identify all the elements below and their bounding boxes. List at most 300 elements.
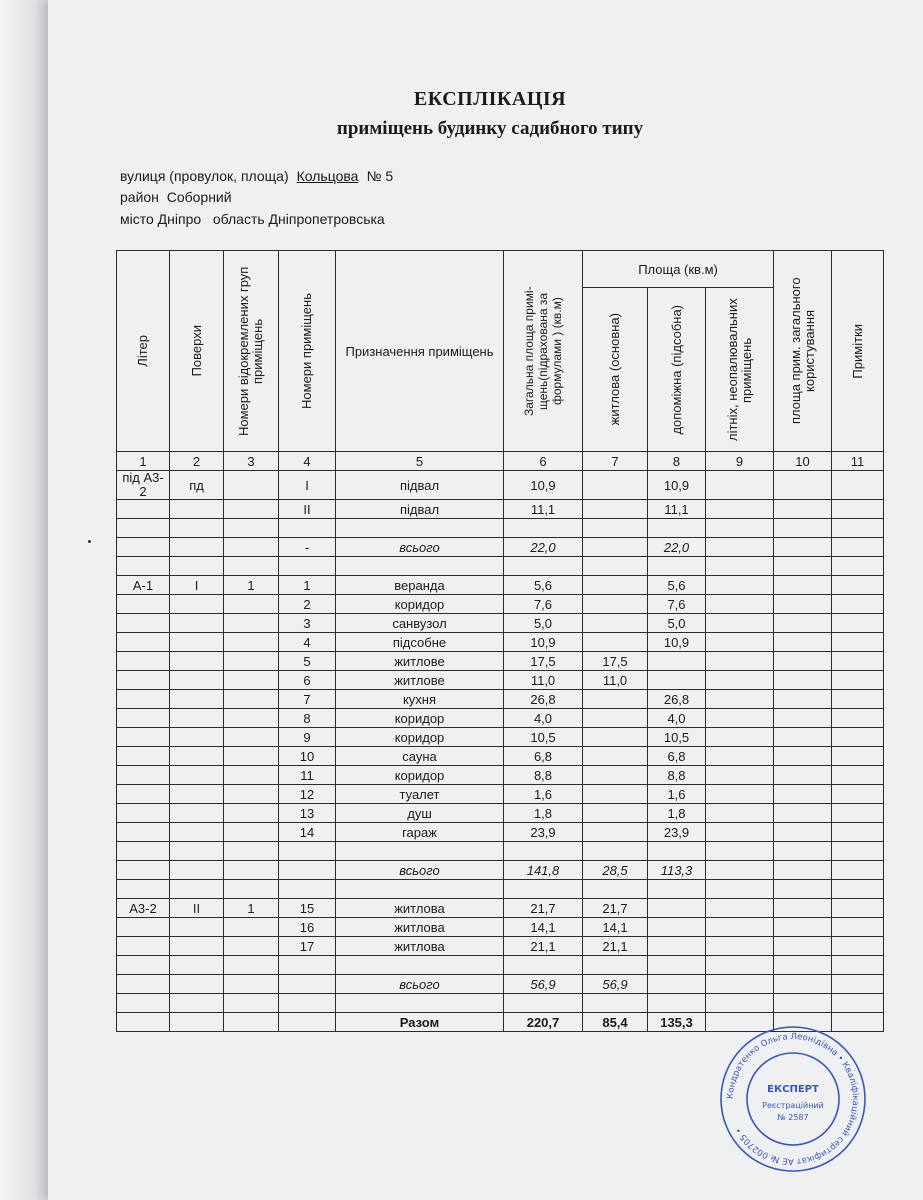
cell-floor xyxy=(170,956,224,975)
cell-liter xyxy=(117,747,170,766)
cell-aux xyxy=(648,842,706,861)
cell-total: 220,7 xyxy=(504,1013,583,1032)
cell-aux xyxy=(648,519,706,538)
cell-total: 14,1 xyxy=(504,918,583,937)
cell-num: 5 xyxy=(279,652,336,671)
cell-floor xyxy=(170,709,224,728)
cell-liter xyxy=(117,595,170,614)
table-row xyxy=(117,804,884,823)
cell-num xyxy=(279,557,336,576)
cell-floor xyxy=(170,823,224,842)
header-groups: Номери відокремлених груп приміщень xyxy=(224,251,279,452)
cell-group xyxy=(224,709,279,728)
cell-num xyxy=(279,975,336,994)
cell-liter xyxy=(117,538,170,557)
cell-num: 16 xyxy=(279,918,336,937)
cell-total xyxy=(504,880,583,899)
cell-num: II xyxy=(279,500,336,519)
cell-total: 22,0 xyxy=(504,538,583,557)
header-floors: Поверхи xyxy=(170,251,224,452)
cell-total: 6,8 xyxy=(504,747,583,766)
cell-aux xyxy=(648,918,706,937)
cell-aux: 5,6 xyxy=(648,576,706,595)
street-label: вулиця (провулок, площа) xyxy=(120,168,289,184)
cell-living xyxy=(583,747,648,766)
header-living: житлова (основна) xyxy=(583,288,648,452)
cell-group xyxy=(224,500,279,519)
cell-liter xyxy=(117,671,170,690)
cell-total: 7,6 xyxy=(504,595,583,614)
header-liter: Літер xyxy=(117,251,170,452)
cell-note xyxy=(832,614,884,633)
cell-aux xyxy=(648,994,706,1013)
cell-floor xyxy=(170,804,224,823)
cell-liter xyxy=(117,652,170,671)
cell-purpose: коридор xyxy=(336,595,504,614)
cell-common xyxy=(774,994,832,1013)
cell-group xyxy=(224,747,279,766)
cell-common xyxy=(774,576,832,595)
cell-num: 8 xyxy=(279,709,336,728)
cell-group xyxy=(224,471,279,500)
cell-aux: 11,1 xyxy=(648,500,706,519)
cell-total: 5,0 xyxy=(504,614,583,633)
table-row xyxy=(117,994,884,1013)
cell-note xyxy=(832,861,884,880)
cell-group xyxy=(224,975,279,994)
cell-summer xyxy=(706,785,774,804)
cell-summer xyxy=(706,956,774,975)
cell-floor xyxy=(170,994,224,1013)
table-row xyxy=(117,956,884,975)
cell-purpose: санвузол xyxy=(336,614,504,633)
stamp-sub: Реєстраційний xyxy=(762,1101,824,1110)
cell-note xyxy=(832,690,884,709)
cell-summer xyxy=(706,471,774,500)
col-num: 3 xyxy=(224,452,279,471)
table-row xyxy=(117,500,884,519)
cell-living xyxy=(583,804,648,823)
cell-liter xyxy=(117,519,170,538)
cell-common xyxy=(774,823,832,842)
cell-living xyxy=(583,538,648,557)
table-row xyxy=(117,766,884,785)
cell-aux xyxy=(648,671,706,690)
cell-floor xyxy=(170,937,224,956)
cell-total: 26,8 xyxy=(504,690,583,709)
cell-total: 17,5 xyxy=(504,652,583,671)
cell-floor: пд xyxy=(170,471,224,500)
table-row xyxy=(117,471,884,500)
cell-total xyxy=(504,557,583,576)
cell-total: 21,7 xyxy=(504,899,583,918)
cell-purpose xyxy=(336,842,504,861)
cell-living xyxy=(583,785,648,804)
cell-floor xyxy=(170,557,224,576)
cell-summer xyxy=(706,690,774,709)
cell-total: 11,0 xyxy=(504,671,583,690)
table-row xyxy=(117,595,884,614)
scan-speck xyxy=(88,540,91,543)
cell-liter xyxy=(117,918,170,937)
cell-group xyxy=(224,614,279,633)
city-label: місто Дніпро xyxy=(120,211,202,227)
cell-common xyxy=(774,918,832,937)
cell-common xyxy=(774,652,832,671)
cell-floor xyxy=(170,671,224,690)
cell-summer xyxy=(706,937,774,956)
cell-aux: 1,6 xyxy=(648,785,706,804)
cell-liter xyxy=(117,728,170,747)
cell-note xyxy=(832,804,884,823)
cell-aux: 1,8 xyxy=(648,804,706,823)
cell-summer xyxy=(706,747,774,766)
cell-num: 7 xyxy=(279,690,336,709)
cell-purpose xyxy=(336,519,504,538)
cell-group xyxy=(224,557,279,576)
cell-summer xyxy=(706,538,774,557)
cell-group xyxy=(224,595,279,614)
header-total-area: Загальна площа примі-щень(підрахована за формулами ) (кв.м) xyxy=(504,251,583,452)
cell-summer xyxy=(706,614,774,633)
cell-purpose: гараж xyxy=(336,823,504,842)
table-row xyxy=(117,899,884,918)
cell-summer xyxy=(706,728,774,747)
cell-group xyxy=(224,766,279,785)
cell-common xyxy=(774,975,832,994)
cell-group xyxy=(224,918,279,937)
table-row xyxy=(117,614,884,633)
cell-purpose: сауна xyxy=(336,747,504,766)
col-num: 9 xyxy=(706,452,774,471)
document-subtitle: приміщень будинку садибного типу xyxy=(336,118,644,139)
cell-liter xyxy=(117,690,170,709)
cell-common xyxy=(774,766,832,785)
cell-total xyxy=(504,842,583,861)
cell-note xyxy=(832,785,884,804)
district-label: район xyxy=(120,189,159,205)
cell-note xyxy=(832,519,884,538)
cell-purpose xyxy=(336,994,504,1013)
cell-note xyxy=(832,538,884,557)
header-notes: Примітки xyxy=(832,251,884,452)
cell-num: 17 xyxy=(279,937,336,956)
cell-liter xyxy=(117,823,170,842)
cell-summer xyxy=(706,861,774,880)
table-row xyxy=(117,519,884,538)
cell-aux: 26,8 xyxy=(648,690,706,709)
cell-num: 1 xyxy=(279,576,336,595)
cell-total: 21,1 xyxy=(504,937,583,956)
cell-total: 8,8 xyxy=(504,766,583,785)
cell-note xyxy=(832,747,884,766)
cell-common xyxy=(774,690,832,709)
cell-group xyxy=(224,538,279,557)
cell-num: 13 xyxy=(279,804,336,823)
cell-summer xyxy=(706,557,774,576)
cell-purpose: коридор xyxy=(336,766,504,785)
cell-summer xyxy=(706,652,774,671)
cell-num: 14 xyxy=(279,823,336,842)
col-num: 1 xyxy=(117,452,170,471)
cell-common xyxy=(774,842,832,861)
cell-purpose: всього xyxy=(336,975,504,994)
cell-living xyxy=(583,956,648,975)
cell-group xyxy=(224,994,279,1013)
cell-note xyxy=(832,823,884,842)
cell-living xyxy=(583,766,648,785)
cell-num xyxy=(279,861,336,880)
cell-note xyxy=(832,671,884,690)
cell-group xyxy=(224,956,279,975)
cell-group xyxy=(224,652,279,671)
cell-group xyxy=(224,804,279,823)
cell-purpose: Разом xyxy=(336,1013,504,1032)
cell-summer xyxy=(706,880,774,899)
table-row xyxy=(117,728,884,747)
cell-floor xyxy=(170,728,224,747)
cell-common xyxy=(774,728,832,747)
cell-common xyxy=(774,747,832,766)
cell-liter xyxy=(117,804,170,823)
cell-note xyxy=(832,899,884,918)
cell-living xyxy=(583,994,648,1013)
cell-num: 6 xyxy=(279,671,336,690)
cell-aux xyxy=(648,975,706,994)
cell-aux: 135,3 xyxy=(648,1013,706,1032)
cell-liter xyxy=(117,785,170,804)
cell-living xyxy=(583,576,648,595)
cell-summer xyxy=(706,671,774,690)
cell-total: 11,1 xyxy=(504,500,583,519)
cell-living xyxy=(583,709,648,728)
cell-living xyxy=(583,519,648,538)
cell-note xyxy=(832,500,884,519)
cell-common xyxy=(774,633,832,652)
cell-num: 15 xyxy=(279,899,336,918)
cell-num xyxy=(279,956,336,975)
cell-purpose: житлова xyxy=(336,918,504,937)
table-row xyxy=(117,576,884,595)
cell-purpose: туалет xyxy=(336,785,504,804)
cell-common xyxy=(774,785,832,804)
cell-note xyxy=(832,842,884,861)
cell-aux: 10,9 xyxy=(648,471,706,500)
cell-living xyxy=(583,557,648,576)
cell-num: 10 xyxy=(279,747,336,766)
cell-num: 3 xyxy=(279,614,336,633)
cell-total: 56,9 xyxy=(504,975,583,994)
cell-total: 1,6 xyxy=(504,785,583,804)
col-num: 8 xyxy=(648,452,706,471)
cell-common xyxy=(774,956,832,975)
cell-summer xyxy=(706,823,774,842)
cell-floor xyxy=(170,652,224,671)
cell-total: 10,9 xyxy=(504,471,583,500)
cell-group xyxy=(224,937,279,956)
cell-num: I xyxy=(279,471,336,500)
cell-floor xyxy=(170,519,224,538)
cell-purpose: житлове xyxy=(336,652,504,671)
table-row xyxy=(117,633,884,652)
cell-liter xyxy=(117,500,170,519)
house-number: № 5 xyxy=(366,168,394,184)
cell-total: 5,6 xyxy=(504,576,583,595)
table-row xyxy=(117,747,884,766)
cell-summer xyxy=(706,975,774,994)
explication-table xyxy=(116,250,884,1032)
region-label: область Дніпропетровська xyxy=(212,211,385,227)
cell-purpose: коридор xyxy=(336,709,504,728)
col-num: 11 xyxy=(832,452,884,471)
cell-aux xyxy=(648,956,706,975)
cell-living xyxy=(583,633,648,652)
stamp-ring-text: Кондратенко Ольга Леонідівна • Кваліфікаційний сертифікат АЕ № 002705 • xyxy=(725,1031,861,1167)
cell-common xyxy=(774,538,832,557)
cell-aux: 8,8 xyxy=(648,766,706,785)
col-num: 7 xyxy=(583,452,648,471)
cell-common xyxy=(774,880,832,899)
cell-living xyxy=(583,728,648,747)
col-num: 5 xyxy=(336,452,504,471)
cell-num: 12 xyxy=(279,785,336,804)
cell-purpose: житлова xyxy=(336,899,504,918)
cell-floor xyxy=(170,538,224,557)
header-area-group: Площа (кв.м) xyxy=(583,251,774,288)
column-number-row xyxy=(117,452,884,471)
table-row xyxy=(117,538,884,557)
cell-aux: 7,6 xyxy=(648,595,706,614)
col-num: 2 xyxy=(170,452,224,471)
cell-group xyxy=(224,728,279,747)
district-value: Соборний xyxy=(166,189,232,205)
header-room-numbers: Номери приміщень xyxy=(279,251,336,452)
street-value: Кольцова xyxy=(296,168,359,184)
cell-purpose: коридор xyxy=(336,728,504,747)
table-row xyxy=(117,785,884,804)
cell-aux xyxy=(648,937,706,956)
cell-summer xyxy=(706,500,774,519)
cell-living: 11,0 xyxy=(583,671,648,690)
cell-liter xyxy=(117,557,170,576)
cell-common xyxy=(774,614,832,633)
cell-liter xyxy=(117,1013,170,1032)
cell-summer xyxy=(706,766,774,785)
cell-purpose: підсобне xyxy=(336,633,504,652)
cell-purpose: підвал xyxy=(336,471,504,500)
cell-note xyxy=(832,880,884,899)
scan-edge xyxy=(0,0,48,1200)
address-district-line xyxy=(120,189,232,205)
cell-liter xyxy=(117,842,170,861)
col-num: 6 xyxy=(504,452,583,471)
cell-living: 14,1 xyxy=(583,918,648,937)
cell-floor xyxy=(170,690,224,709)
cell-group xyxy=(224,690,279,709)
table-row xyxy=(117,709,884,728)
cell-floor xyxy=(170,880,224,899)
cell-floor xyxy=(170,1013,224,1032)
cell-aux: 113,3 xyxy=(648,861,706,880)
table-row xyxy=(117,690,884,709)
cell-living xyxy=(583,471,648,500)
cell-num: 4 xyxy=(279,633,336,652)
cell-common xyxy=(774,557,832,576)
cell-living: 56,9 xyxy=(583,975,648,994)
table-row xyxy=(117,671,884,690)
cell-liter xyxy=(117,861,170,880)
cell-liter xyxy=(117,633,170,652)
table-body xyxy=(117,471,884,1032)
cell-floor xyxy=(170,614,224,633)
table-row xyxy=(117,652,884,671)
cell-purpose: всього xyxy=(336,861,504,880)
cell-note xyxy=(832,937,884,956)
cell-common xyxy=(774,471,832,500)
cell-living: 17,5 xyxy=(583,652,648,671)
cell-summer xyxy=(706,918,774,937)
cell-aux: 4,0 xyxy=(648,709,706,728)
stamp-title: ЕКСПЕРТ xyxy=(767,1084,819,1095)
cell-note xyxy=(832,956,884,975)
cell-total xyxy=(504,519,583,538)
cell-num xyxy=(279,994,336,1013)
cell-living: 21,7 xyxy=(583,899,648,918)
col-num: 10 xyxy=(774,452,832,471)
cell-summer xyxy=(706,899,774,918)
cell-floor xyxy=(170,918,224,937)
cell-summer xyxy=(706,519,774,538)
cell-aux: 5,0 xyxy=(648,614,706,633)
cell-common xyxy=(774,804,832,823)
cell-total xyxy=(504,956,583,975)
cell-floor: I xyxy=(170,576,224,595)
table-row xyxy=(117,880,884,899)
cell-num xyxy=(279,519,336,538)
cell-purpose: житлове xyxy=(336,671,504,690)
cell-group xyxy=(224,519,279,538)
header-purpose: Призначення приміщень xyxy=(336,251,504,452)
cell-purpose: веранда xyxy=(336,576,504,595)
cell-total xyxy=(504,994,583,1013)
cell-floor xyxy=(170,861,224,880)
cell-liter xyxy=(117,956,170,975)
cell-liter: А-1 xyxy=(117,576,170,595)
cell-aux xyxy=(648,899,706,918)
cell-note xyxy=(832,471,884,500)
cell-floor xyxy=(170,595,224,614)
cell-group: 1 xyxy=(224,576,279,595)
cell-floor xyxy=(170,766,224,785)
cell-total: 10,5 xyxy=(504,728,583,747)
cell-living xyxy=(583,842,648,861)
cell-aux: 10,9 xyxy=(648,633,706,652)
table-row xyxy=(117,975,884,994)
cell-liter xyxy=(117,994,170,1013)
cell-note xyxy=(832,766,884,785)
cell-living xyxy=(583,595,648,614)
cell-floor xyxy=(170,633,224,652)
cell-common xyxy=(774,671,832,690)
cell-common xyxy=(774,937,832,956)
col-num: 4 xyxy=(279,452,336,471)
cell-common xyxy=(774,1013,832,1032)
cell-liter: під А3-2 xyxy=(117,471,170,500)
cell-purpose: кухня xyxy=(336,690,504,709)
cell-floor xyxy=(170,842,224,861)
cell-floor xyxy=(170,747,224,766)
cell-note xyxy=(832,557,884,576)
